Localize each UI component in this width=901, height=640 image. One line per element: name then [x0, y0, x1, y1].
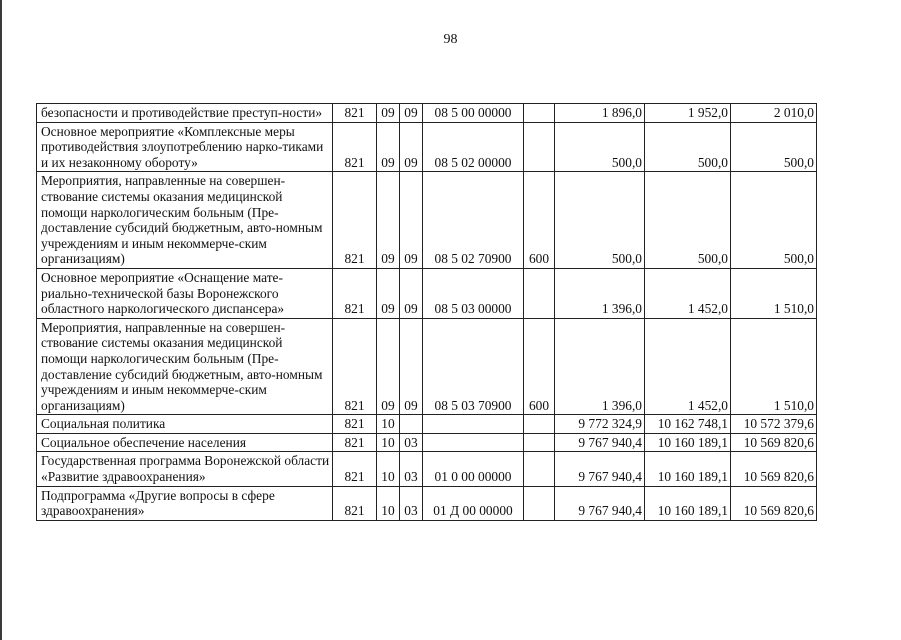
table-row: [37, 415, 817, 434]
cell-ministry-code: 821: [333, 452, 377, 486]
cell-subsection-code: 03: [400, 486, 423, 520]
table-row: [37, 486, 817, 520]
cell-subsection-code: 09: [400, 122, 423, 172]
cell-target-article: 08 5 03 00000: [423, 268, 524, 318]
cell-amount-year-1: 500,0: [555, 172, 645, 269]
cell-amount-year-2: 500,0: [645, 172, 731, 269]
table-row: [37, 452, 817, 486]
table-row: [37, 122, 817, 172]
cell-name: безопасности и противодействие преступ-ности»: [37, 104, 333, 123]
table-row: [37, 172, 817, 269]
cell-subsection-code: 09: [400, 104, 423, 123]
cell-target-article: 08 5 02 70900: [423, 172, 524, 269]
cell-target-article: [423, 433, 524, 452]
cell-amount-year-1: 9 767 940,4: [555, 486, 645, 520]
budget-table-body: [37, 104, 817, 521]
cell-expense-type: [524, 486, 555, 520]
cell-name: Основное мероприятие «Комплексные меры противодействия злоупотреблению нарко-тиками и их незаконному обороту»: [37, 122, 333, 172]
cell-subsection-code: 09: [400, 172, 423, 269]
cell-section-code: 09: [377, 104, 400, 123]
cell-amount-year-3: 2 010,0: [731, 104, 817, 123]
table-row: [37, 318, 817, 415]
cell-ministry-code: 821: [333, 268, 377, 318]
cell-amount-year-2: 10 160 189,1: [645, 433, 731, 452]
cell-section-code: 10: [377, 415, 400, 434]
cell-name: Основное мероприятие «Оснащение мате-риально-технической базы Воронежского областного наркологического диспансера»: [37, 268, 333, 318]
cell-amount-year-2: 10 162 748,1: [645, 415, 731, 434]
cell-subsection-code: 03: [400, 433, 423, 452]
cell-amount-year-1: 9 767 940,4: [555, 452, 645, 486]
cell-expense-type: [524, 415, 555, 434]
cell-amount-year-2: 10 160 189,1: [645, 486, 731, 520]
cell-amount-year-3: 10 569 820,6: [731, 433, 817, 452]
cell-section-code: 09: [377, 172, 400, 269]
cell-target-article: 08 5 03 70900: [423, 318, 524, 415]
cell-amount-year-2: 1 452,0: [645, 318, 731, 415]
cell-amount-year-3: 500,0: [731, 172, 817, 269]
cell-amount-year-2: 1 452,0: [645, 268, 731, 318]
cell-ministry-code: 821: [333, 415, 377, 434]
cell-amount-year-3: 500,0: [731, 122, 817, 172]
cell-amount-year-1: 500,0: [555, 122, 645, 172]
cell-amount-year-1: 1 396,0: [555, 318, 645, 415]
cell-amount-year-1: 9 767 940,4: [555, 433, 645, 452]
cell-expense-type: [524, 452, 555, 486]
cell-ministry-code: 821: [333, 172, 377, 269]
cell-expense-type: [524, 433, 555, 452]
cell-ministry-code: 821: [333, 104, 377, 123]
cell-ministry-code: 821: [333, 433, 377, 452]
cell-subsection-code: 09: [400, 268, 423, 318]
cell-amount-year-3: 1 510,0: [731, 268, 817, 318]
cell-name: Социальное обеспечение населения: [37, 433, 333, 452]
cell-section-code: 09: [377, 122, 400, 172]
cell-amount-year-2: 1 952,0: [645, 104, 731, 123]
cell-amount-year-2: 10 160 189,1: [645, 452, 731, 486]
table-row: [37, 433, 817, 452]
cell-target-article: 08 5 02 00000: [423, 122, 524, 172]
cell-name: Подпрограмма «Другие вопросы в сфере здравоохранения»: [37, 486, 333, 520]
cell-ministry-code: 821: [333, 122, 377, 172]
cell-section-code: 09: [377, 268, 400, 318]
cell-subsection-code: [400, 415, 423, 434]
cell-amount-year-3: 10 569 820,6: [731, 452, 817, 486]
table-row: [37, 268, 817, 318]
cell-ministry-code: 821: [333, 486, 377, 520]
cell-expense-type: 600: [524, 318, 555, 415]
cell-amount-year-2: 500,0: [645, 122, 731, 172]
cell-amount-year-1: 1 396,0: [555, 268, 645, 318]
cell-section-code: 09: [377, 318, 400, 415]
cell-target-article: 01 Д 00 00000: [423, 486, 524, 520]
budget-table: [36, 103, 817, 521]
cell-name: Мероприятия, направленные на совершен-ствование системы оказания медицинской помощи наркологическим больным (Пре-доставление субсидий бюджетным, авто-номным учреждениям и иным некоммерче-ским организациям): [37, 318, 333, 415]
cell-expense-type: [524, 104, 555, 123]
cell-target-article: [423, 415, 524, 434]
cell-amount-year-3: 10 569 820,6: [731, 486, 817, 520]
cell-amount-year-3: 1 510,0: [731, 318, 817, 415]
cell-name: Мероприятия, направленные на совершен-ствование системы оказания медицинской помощи наркологическим больным (Пре-доставление субсидий бюджетным, авто-номным учреждениям и иным некоммерче-ским организациям): [37, 172, 333, 269]
cell-section-code: 10: [377, 486, 400, 520]
cell-target-article: 08 5 00 00000: [423, 104, 524, 123]
cell-subsection-code: 09: [400, 318, 423, 415]
cell-subsection-code: 03: [400, 452, 423, 486]
cell-target-article: 01 0 00 00000: [423, 452, 524, 486]
cell-amount-year-1: 1 896,0: [555, 104, 645, 123]
cell-amount-year-3: 10 572 379,6: [731, 415, 817, 434]
cell-expense-type: [524, 268, 555, 318]
table-row: [37, 104, 817, 123]
cell-name: Государственная программа Воронежской области «Развитие здравоохранения»: [37, 452, 333, 486]
cell-expense-type: 600: [524, 172, 555, 269]
cell-expense-type: [524, 122, 555, 172]
cell-amount-year-1: 9 772 324,9: [555, 415, 645, 434]
cell-name: Социальная политика: [37, 415, 333, 434]
page-number: 98: [443, 32, 458, 47]
cell-ministry-code: 821: [333, 318, 377, 415]
cell-section-code: 10: [377, 452, 400, 486]
cell-section-code: 10: [377, 433, 400, 452]
scan-edge: [0, 0, 2, 640]
